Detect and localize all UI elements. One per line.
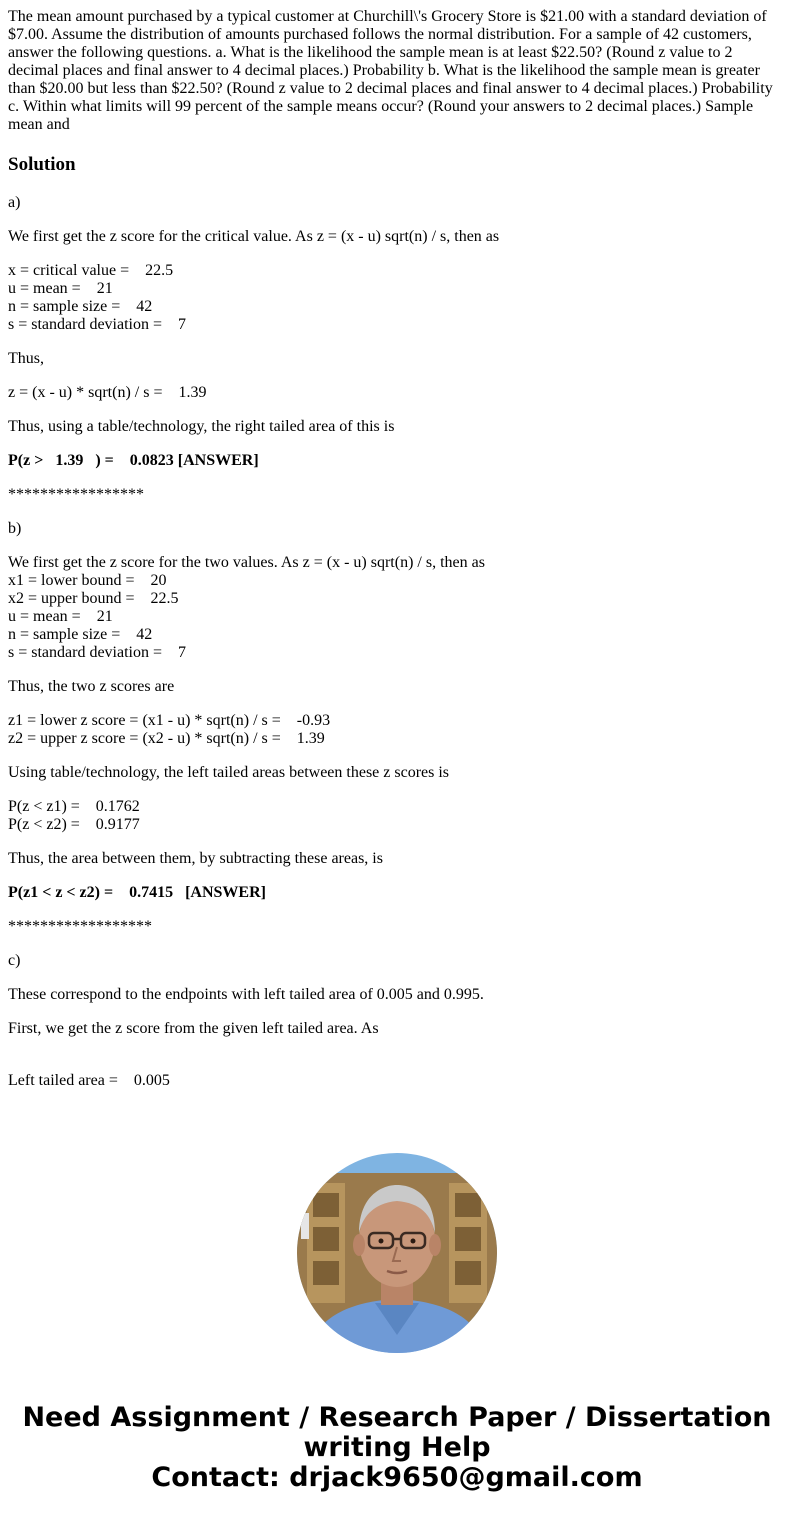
part-b-given-u: u = mean = 21 <box>8 608 113 625</box>
footer-line-1: Need Assignment / Research Paper / Dissertation <box>22 1402 772 1433</box>
part-b-givens <box>8 554 784 662</box>
part-b-area-z1: P(z < z1) = 0.1762 <box>8 798 140 815</box>
part-b-intro: We first get the z score for the two values. As z = (x - u) sqrt(n) / s, then as <box>8 554 485 571</box>
part-a-given-u: u = mean = 21 <box>8 280 113 297</box>
document-body <box>8 8 784 1106</box>
part-a-answer: P(z > 1.39 ) = 0.0823 [ANSWER] <box>8 452 259 469</box>
part-b-given-x1: x1 = lower bound = 20 <box>8 572 167 589</box>
solution-heading: Solution <box>8 154 76 175</box>
part-a-givens <box>8 262 784 334</box>
footer-contact-email: Contact: drjack9650@gmail.com <box>151 1462 643 1493</box>
part-b-given-x2: x2 = upper bound = 22.5 <box>8 590 179 607</box>
part-b-z2: z2 = upper z score = (x2 - u) * sqrt(n) / s = 1.39 <box>8 730 325 747</box>
part-c-left-area: Left tailed area = 0.005 <box>8 1072 170 1089</box>
part-b-given-n: n = sample size = 42 <box>8 626 153 643</box>
part-b-separator: ****************** <box>8 918 152 935</box>
part-a-label: a) <box>8 194 21 211</box>
part-b-answer: P(z1 < z < z2) = 0.7415 [ANSWER] <box>8 884 266 901</box>
part-b-z1: z1 = lower z score = (x1 - u) * sqrt(n) / s = -0.93 <box>8 712 331 729</box>
part-a-area-text: Thus, using a table/technology, the right tailed area of this is <box>8 418 395 435</box>
part-b-between-text: Thus, the area between them, by subtracting these areas, is <box>8 850 383 867</box>
part-a-intro: We first get the z score for the critical value. As z = (x - u) sqrt(n) / s, then as <box>8 228 500 245</box>
part-a-given-x: x = critical value = 22.5 <box>8 262 174 279</box>
part-a-given-s: s = standard deviation = 7 <box>8 316 187 333</box>
part-c-label: c) <box>8 952 21 969</box>
footer-line-2: writing Help <box>303 1432 491 1463</box>
part-b-area-z2: P(z < z2) = 0.9177 <box>8 816 140 833</box>
part-a-separator: ***************** <box>8 486 144 503</box>
part-b-areas <box>8 798 784 834</box>
part-a-thus: Thus, <box>8 350 44 367</box>
part-b-two-z-text: Thus, the two z scores are <box>8 678 175 695</box>
part-c-endpoints-text: These correspond to the endpoints with left tailed area of 0.005 and 0.995. <box>8 986 484 1003</box>
part-c-first-text: First, we get the z score from the given left tailed area. As <box>8 1020 379 1037</box>
part-a-given-n: n = sample size = 42 <box>8 298 153 315</box>
part-b-label: b) <box>8 520 22 537</box>
part-b-given-s: s = standard deviation = 7 <box>8 644 187 661</box>
question-text: The mean amount purchased by a typical customer at Churchill\'s Grocery Store is $21.00 with a standard deviation of $7.00. Assume the distribution of amounts purchased follows the normal distribution. For a sample of 42 customers, answer the following questions. a. What is the likelihood the sample mean is at least $22.50? (Round z value to 2 decimal places and final answer to 4 decimal places.) Probability b. What is the likelihood the sample mean is greater than $20.00 but less than $22.50? (Round z value to 2 decimal places and final answer to 4 decimal places.) Probability c. Within what limits will 99 percent of the sample means occur? (Round your answers to 2 decimal places.) Sample mean and <box>8 8 773 133</box>
author-avatar <box>297 1153 497 1353</box>
part-a-z-formula: z = (x - u) * sqrt(n) / s = 1.39 <box>8 384 207 401</box>
footer-contact <box>0 1403 794 1493</box>
avatar-portrait-image <box>297 1153 497 1353</box>
part-b-area-text: Using table/technology, the left tailed areas between these z scores is <box>8 764 450 781</box>
part-b-z-scores <box>8 712 784 748</box>
